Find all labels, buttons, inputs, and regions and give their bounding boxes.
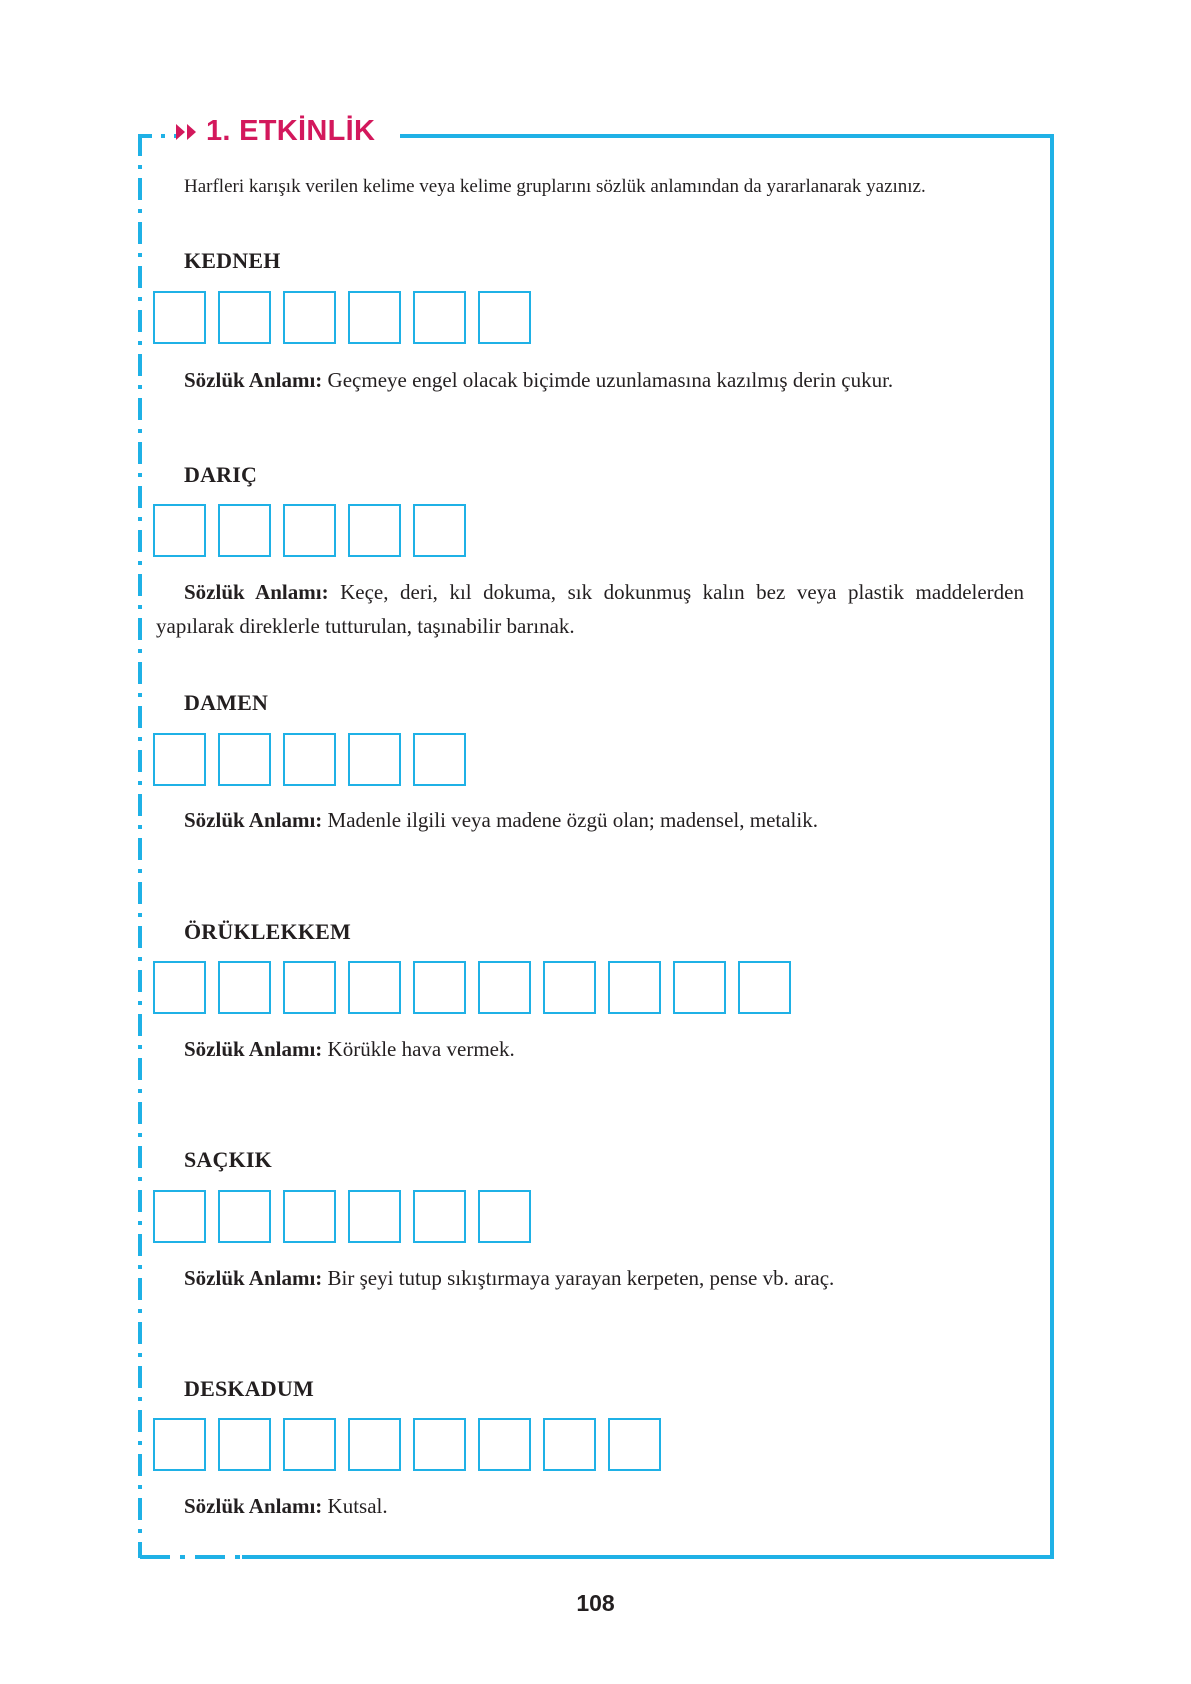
letter-box[interactable] (218, 733, 271, 786)
letter-box[interactable] (738, 961, 791, 1014)
answer-boxes-5[interactable] (153, 1190, 531, 1243)
letter-box[interactable] (348, 1418, 401, 1471)
meaning-label: Sözlük Anlamı: (184, 580, 329, 604)
letter-box[interactable] (153, 504, 206, 557)
activity-title: 1. ETKİNLİK (206, 115, 376, 147)
scrambled-word-1: KEDNEH (184, 248, 281, 273)
letter-box[interactable] (153, 961, 206, 1014)
letter-box[interactable] (218, 961, 271, 1014)
letter-box[interactable] (283, 961, 336, 1014)
letter-box[interactable] (218, 291, 271, 344)
letter-box[interactable] (478, 1190, 531, 1243)
letter-box[interactable] (283, 1418, 336, 1471)
meaning-label: Sözlük Anlamı: (184, 368, 323, 392)
scrambled-word-5: SAÇKIK (184, 1147, 272, 1172)
meaning-2 (156, 575, 1024, 643)
scrambled-word-6: DESKADUM (184, 1376, 314, 1401)
letter-box[interactable] (413, 1190, 466, 1243)
scrambled-word-3: DAMEN (184, 690, 269, 715)
letter-box[interactable] (413, 291, 466, 344)
letter-box[interactable] (543, 1418, 596, 1471)
answer-boxes-2[interactable] (153, 504, 466, 557)
letter-box[interactable] (478, 1418, 531, 1471)
meaning-label: Sözlük Anlamı: (184, 808, 323, 832)
letter-box[interactable] (608, 961, 661, 1014)
meaning-1 (156, 363, 1024, 397)
letter-box[interactable] (478, 291, 531, 344)
letter-box[interactable] (543, 961, 596, 1014)
meaning-label: Sözlük Anlamı: (184, 1037, 323, 1061)
letter-box[interactable] (478, 961, 531, 1014)
letter-box[interactable] (283, 733, 336, 786)
letter-box[interactable] (673, 961, 726, 1014)
answer-boxes-1[interactable] (153, 291, 531, 344)
instructions: Harfleri karışık verilen kelime veya kelime gruplarını sözlük anlamından da yararlanarak yazınız. (184, 176, 926, 197)
letter-box[interactable] (413, 733, 466, 786)
meaning-text: Körükle hava vermek. (327, 1037, 515, 1061)
meaning-5 (156, 1261, 1024, 1295)
letter-box[interactable] (283, 504, 336, 557)
scrambled-word-4: ÖRÜKLEKKEM (184, 919, 352, 944)
letter-box[interactable] (348, 961, 401, 1014)
meaning-4 (156, 1032, 1024, 1066)
meaning-text: Bir şeyi tutup sıkıştırmaya yarayan kerpeten, pense vb. araç. (327, 1266, 835, 1290)
letter-box[interactable] (348, 733, 401, 786)
letter-box[interactable] (153, 1190, 206, 1243)
letter-box[interactable] (283, 291, 336, 344)
letter-box[interactable] (348, 1190, 401, 1243)
scrambled-word-2: DARIÇ (184, 462, 258, 487)
letter-box[interactable] (413, 504, 466, 557)
letter-box[interactable] (218, 504, 271, 557)
letter-box[interactable] (218, 1190, 271, 1243)
answer-boxes-4[interactable] (153, 961, 791, 1014)
meaning-text: Madenle ilgili veya madene özgü olan; madensel, metalik. (327, 808, 818, 832)
letter-box[interactable] (218, 1418, 271, 1471)
letter-box[interactable] (348, 291, 401, 344)
letter-box[interactable] (153, 291, 206, 344)
answer-boxes-3[interactable] (153, 733, 466, 786)
answer-boxes-6[interactable] (153, 1418, 661, 1471)
letter-box[interactable] (413, 961, 466, 1014)
meaning-label: Sözlük Anlamı: (184, 1266, 323, 1290)
letter-box[interactable] (413, 1418, 466, 1471)
meaning-6 (156, 1489, 1024, 1523)
meaning-3 (156, 803, 1024, 837)
arrow-icon (176, 124, 196, 140)
letter-box[interactable] (348, 504, 401, 557)
meaning-text: Geçmeye engel olacak biçimde uzunlamasına kazılmış derin çukur. (327, 368, 894, 392)
page-number: 108 (576, 1590, 615, 1616)
letter-box[interactable] (283, 1190, 336, 1243)
letter-box[interactable] (153, 733, 206, 786)
letter-box[interactable] (608, 1418, 661, 1471)
meaning-text: Keçe, deri, kıl dokuma, sık dokunmuş kalın bez veya plastik maddelerden yapılarak direklerle tutturulan, taşınabilir barınak. (156, 580, 1024, 638)
meaning-label: Sözlük Anlamı: (184, 1494, 323, 1518)
meaning-text: Kutsal. (327, 1494, 388, 1518)
letter-box[interactable] (153, 1418, 206, 1471)
